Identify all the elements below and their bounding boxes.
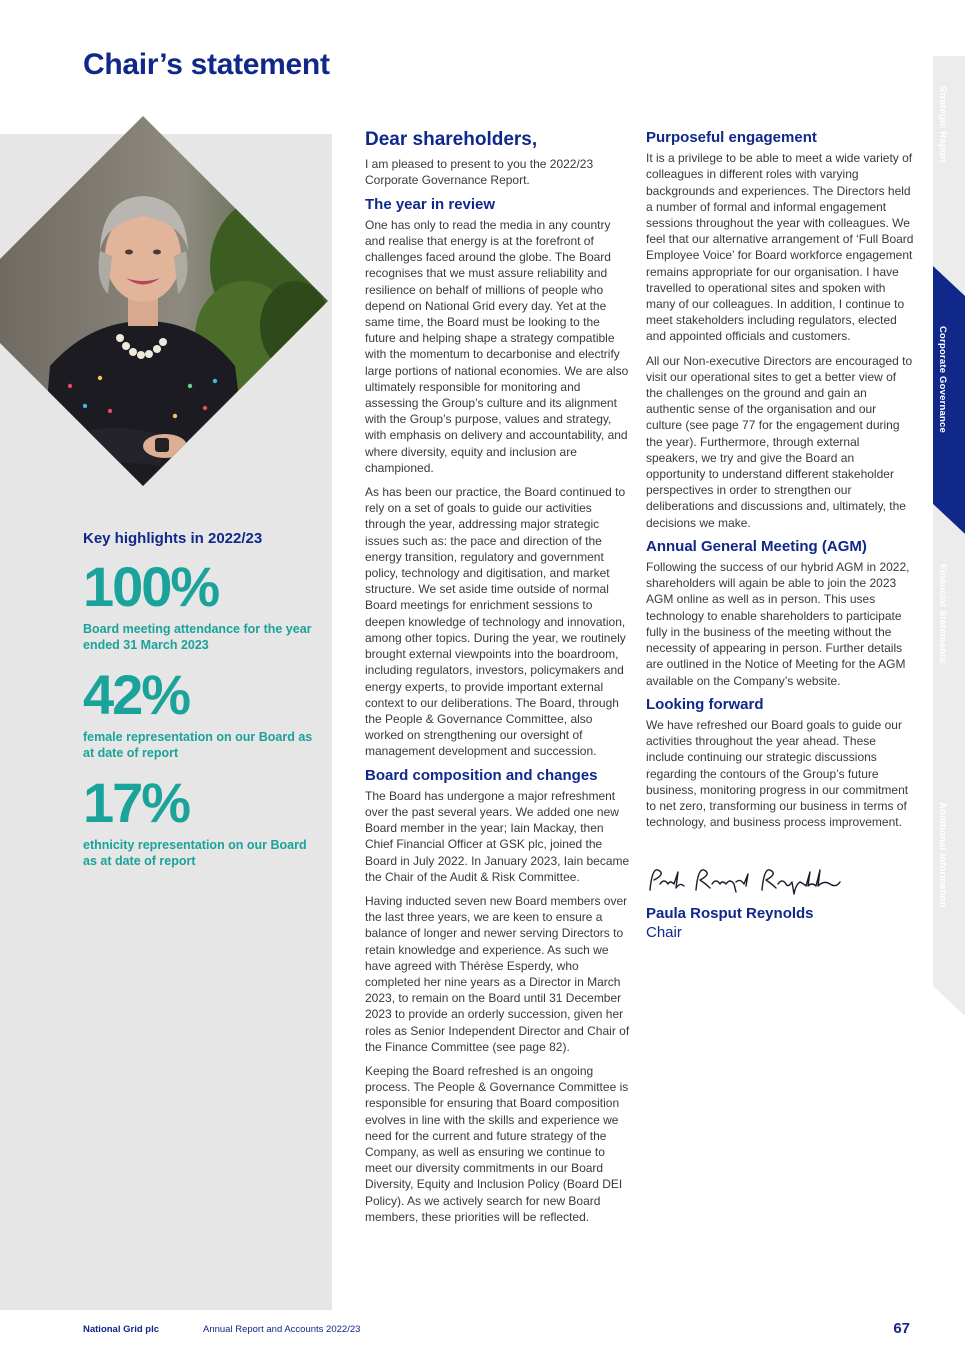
footer-organisation: National Grid plc — [83, 1324, 160, 1335]
intro-paragraph: I am pleased to present to you the 2022/23 Corporate Governance Report. — [365, 157, 594, 188]
key-highlights — [83, 530, 313, 883]
tab-strategic-report[interactable] — [933, 86, 965, 236]
tab-corporate-governance[interactable] — [933, 326, 965, 476]
section-tabs — [933, 56, 965, 1066]
signer-name: Paula Rosput Reynolds — [646, 905, 814, 923]
section-heading-board-composition: Board composition and changes — [365, 766, 598, 784]
highlights-heading: Key highlights in 2022/23 — [83, 530, 263, 547]
tab-label: Corporate Governance — [937, 326, 948, 433]
footer-document-title: Annual Report and Accounts 2022/23 — [203, 1324, 361, 1335]
body-paragraph: Having inducted seven new Board members over the last three years, we are keen to ensure a balance of longer and newer serving Directors to retain knowledge and experience. As such we have agreed with Thérèse Esperdy, who completed her nine years as a Director in March 2023, to remain on the Board until 31 December 2023 to provide an orderly succession, given her roles as Senior Independent Director and Chair of the Finance Committee (see page 82). — [365, 893, 630, 1054]
body-paragraph: The Board has undergone a major refreshment over the past several years. We added one new Board member in the year; Iain Mackay, then Chief Financial Officer at GSK plc, joined the Board in July 2022. In January 2023, Iain became the Chair of the Audit & Risk Committee. — [365, 788, 630, 884]
body-paragraph: Keeping the Board refreshed is an ongoing process. The People & Governance Committee is responsible for ensuring that Board composition evolves in line with the skills and experience we need for the current and future strategy of the Company, as well as ensuring we continue to meet our diversity commitments in our Board Diversity, Equity and Inclusion Policy (Board DEI Policy). As we actively search for new Board members, these priorities will be reflected. — [365, 1063, 629, 1224]
signer-role: Chair — [646, 923, 682, 941]
signature-image — [646, 860, 846, 900]
highlight-item — [83, 663, 313, 761]
page-number: 67 — [893, 1320, 910, 1337]
body-paragraph: All our Non-executive Directors are encouraged to visit our operational sites to get a better view of the challenges on the ground and gain an authentic sense of the organisation and our culture (see page 77 for the engagement during the year). Furthermore, through external speakers, we try and give the Board an opportunity to understand different stakeholder perspectives in order to strengthen our deliberations and discussions and, ultimately, the decisions we make. — [646, 353, 913, 530]
page-footer — [83, 1322, 910, 1338]
highlight-stat: 42% — [83, 663, 190, 726]
highlight-description: female representation on our Board as at date of report — [83, 730, 313, 760]
tab-label: Financial Statements — [937, 564, 948, 664]
body-paragraph: As has been our practice, the Board continued to rely on a set of goals to guide our activities through the year, addressing major strategic issues such as: the pace and direction of the energy transition, regulatory and government policy, technology and digitisation, and market structure. We set aside time outside of normal Board meetings for enrichment sessions to deepen knowledge of technology and innovation, among other topics. During the year, we routinely brought external viewpoints into the boardroom, including regulators, investors, policymakers and energy experts, to provide important external context to our deliberations. The Board, through the People & Governance Committee, also worked on strengthening our oversight of management development and succession. — [365, 485, 626, 759]
greeting-heading: Dear shareholders, — [365, 129, 538, 150]
section-heading-looking-forward: Looking forward — [646, 695, 764, 713]
page-title: Chair’s statement — [83, 48, 330, 81]
chair-portrait — [0, 116, 332, 488]
highlight-stat: 100% — [83, 555, 219, 618]
highlight-description: Board meeting attendance for the year ended 31 March 2023 — [83, 622, 312, 652]
tab-financial-statements[interactable] — [933, 564, 965, 714]
tab-label: Additional Information — [937, 802, 948, 908]
text-column-right — [646, 130, 914, 941]
tab-additional-information[interactable] — [933, 802, 965, 952]
tab-label: Strategic Report — [937, 86, 948, 164]
highlight-item — [83, 555, 313, 653]
highlight-item — [83, 771, 313, 869]
section-heading-year-in-review: The year in review — [365, 195, 496, 213]
body-paragraph: Following the success of our hybrid AGM in 2022, shareholders will again be able to join the 2023 AGM online as well as in person. This uses technology to enable shareholders to participate fully in the business of the meeting without the necessity of appearing in person. Further details are outlined in the Notice of Meeting for the AGM available on the Company’s website. — [646, 560, 910, 688]
body-paragraph: It is a privilege to be able to meet a wide variety of colleagues in different roles with varying backgrounds and experiences. The Directors held a number of formal and informal engagement sessions throughout the year with colleagues. We feel that our alternative arrangement of ‘Full Board Employee Voice’ for Board workforce engagement remains appropriate for our organisation. I have travelled to operational sites and spoken with many of our colleagues. In addition, I continue to meet stakeholders including regulators, elected and appointed officials and customers. — [646, 151, 914, 344]
section-heading-engagement: Purposeful engagement — [646, 129, 817, 146]
highlight-stat: 17% — [83, 771, 190, 834]
section-heading-agm: Annual General Meeting (AGM) — [646, 537, 867, 555]
body-paragraph: We have refreshed our Board goals to guide our activities throughout the year ahead. These include continuing our strategic discussions regarding the contours of the Group’s future business, monitoring progress in our commitment to net zero, transforming our business in terms of technology, and business process improvement. — [646, 717, 909, 830]
text-column-left — [365, 130, 630, 1233]
body-paragraph: One has only to read the media in any country and realise that energy is at the forefront of challenges faced around the globe. The Board recognises that we must assure reliability and resilience on behalf of millions of people who depend on National Grid every day. Yet at the same time, the Board must be looking to the future and helping shape a strategy compatible with the momentum to decarbonise and electrify large portions of national economies. We are also ultimately responsible for monitoring and assessing the Group’s culture and its alignment with the Group’s purpose, values and strategy, with emphasis on delivery and accountability, and where diversity, equity and inclusion are championed. — [365, 217, 629, 475]
portrait-photo — [0, 116, 332, 488]
highlight-description: ethnicity representation on our Board as at date of report — [83, 838, 307, 868]
handwritten-signature — [646, 860, 914, 900]
